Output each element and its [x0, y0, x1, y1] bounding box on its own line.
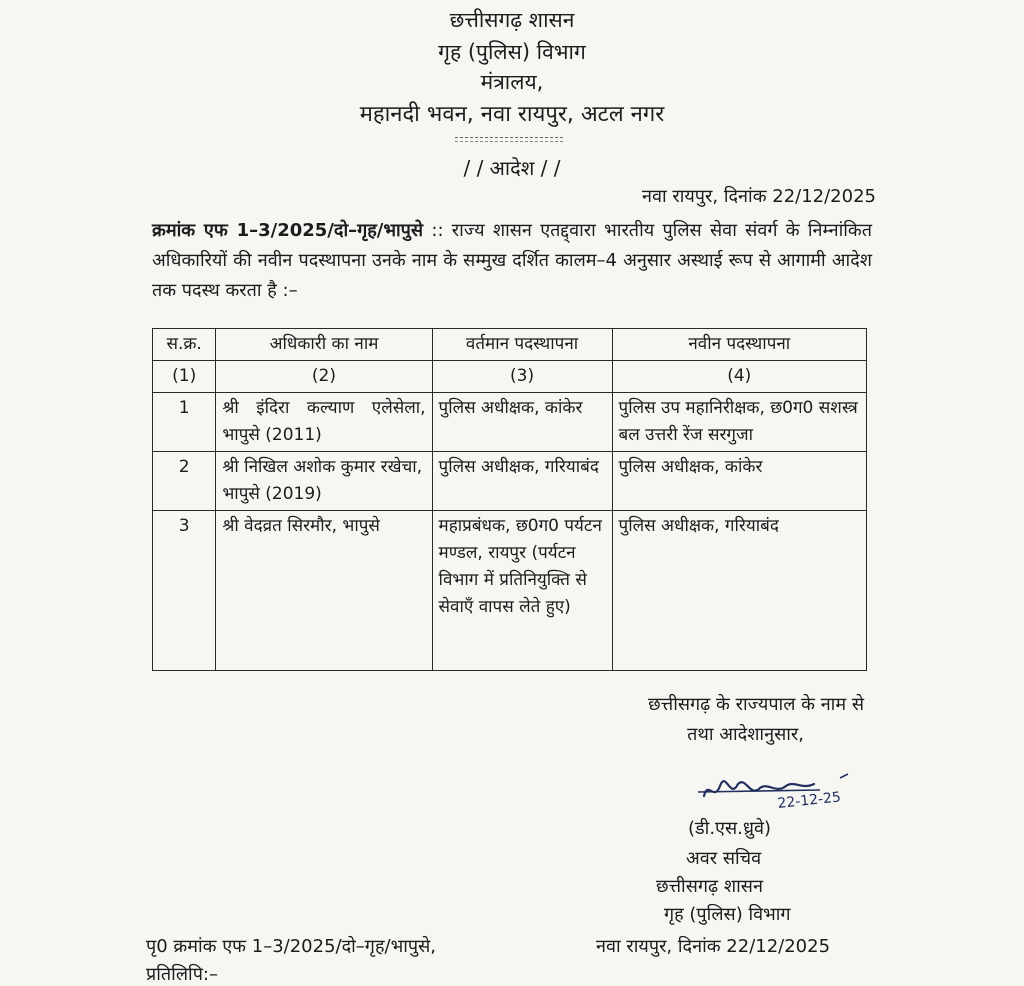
endorsement-reference: पृ0 क्रमांक एफ 1–3/2025/दो–गृह/भापुसे,	[146, 936, 436, 957]
order-reference-number: क्रमांक एफ 1–3/2025/दो–गृह/भापुसे	[152, 220, 424, 241]
signature-handwritten-date: 22-12-25	[776, 789, 842, 812]
cell-new-posting: पुलिस अधीक्षक, गरियाबंद	[612, 511, 866, 671]
column-number: (4)	[612, 361, 866, 393]
signature-scribble-icon	[690, 772, 860, 812]
closing-line-order: तथा आदेशानुसार,	[687, 724, 804, 745]
endorsement-date: नवा रायपुर, दिनांक 22/12/2025	[596, 936, 831, 957]
closing-line-governor: छत्तीसगढ़ के राज्यपाल के नाम से	[648, 694, 864, 715]
header-government: छत्तीसगढ़ शासन	[449, 8, 575, 32]
cell-serial: 2	[153, 452, 216, 511]
header-department: गृह (पुलिस) विभाग	[438, 40, 586, 64]
table-header-row	[153, 329, 867, 361]
order-intro-text: :: राज्य शासन एतद्द्वारा भारतीय पुलिस सेवा संवर्ग के निम्नांकित अधिकारियों की नवीन पदस्थापना उनके नाम के सम्मुख दर्शित कालम–4 अनुसार अस्थाई रूप से आगामी आदेश तक पदस्थ करता है :–	[152, 220, 872, 301]
cell-officer-name: श्री इंदिरा कल्याण एलेसेला, भापुसे (2011)	[216, 393, 432, 452]
cell-current-posting: महाप्रबंधक, छ0ग0 पर्यटन मण्डल, रायपुर (पर्यटन विभाग में प्रतिनियुक्ति से सेवाएँ वापस लेते हुए)	[432, 511, 612, 671]
cell-serial: 1	[153, 393, 216, 452]
signatory-government: छत्तीसगढ़ शासन	[656, 876, 763, 897]
header-serial: स.क्र.	[153, 329, 216, 361]
copy-to-label: प्रतिलिपि:–	[146, 964, 218, 985]
header-officer-name: अधिकारी का नाम	[216, 329, 432, 361]
cell-new-posting: पुलिस उप महानिरीक्षक, छ0ग0 सशस्त्र बल उत्तरी रेंज सरगुजा	[612, 393, 866, 452]
header-divider-secondary	[455, 141, 563, 142]
order-title: / / आदेश / /	[463, 156, 561, 180]
cell-officer-name: श्री निखिल अशोक कुमार रखेचा, भापुसे (2019)	[216, 452, 432, 511]
table-row	[153, 511, 867, 671]
cell-current-posting: पुलिस अधीक्षक, कांकेर	[432, 393, 612, 452]
cell-serial: 3	[153, 511, 216, 671]
column-number: (2)	[216, 361, 432, 393]
cell-new-posting: पुलिस अधीक्षक, कांकेर	[612, 452, 866, 511]
header-current-posting: वर्तमान पदस्थापना	[432, 329, 612, 361]
handwritten-signature	[690, 772, 860, 812]
header-divider	[455, 137, 563, 138]
order-intro	[152, 216, 872, 306]
posting-table	[152, 328, 867, 671]
column-number: (1)	[153, 361, 216, 393]
signatory-designation: अवर सचिव	[686, 848, 762, 869]
signatory-department: गृह (पुलिस) विभाग	[664, 904, 791, 925]
table-row	[153, 393, 867, 452]
header-new-posting: नवीन पदस्थापना	[612, 329, 866, 361]
header-address: महानदी भवन, नवा रायपुर, अटल नगर	[359, 102, 665, 127]
table-column-number-row	[153, 361, 867, 393]
signatory-name: (डी.एस.ध्रुवे)	[688, 818, 771, 839]
table-row	[153, 452, 867, 511]
cell-current-posting: पुलिस अधीक्षक, गरियाबंद	[432, 452, 612, 511]
place-and-date: नवा रायपुर, दिनांक 22/12/2025	[641, 186, 876, 207]
header-ministry: मंत्रालय,	[480, 70, 544, 94]
column-number: (3)	[432, 361, 612, 393]
cell-officer-name: श्री वेदव्रत सिरमौर, भापुसे	[216, 511, 432, 671]
